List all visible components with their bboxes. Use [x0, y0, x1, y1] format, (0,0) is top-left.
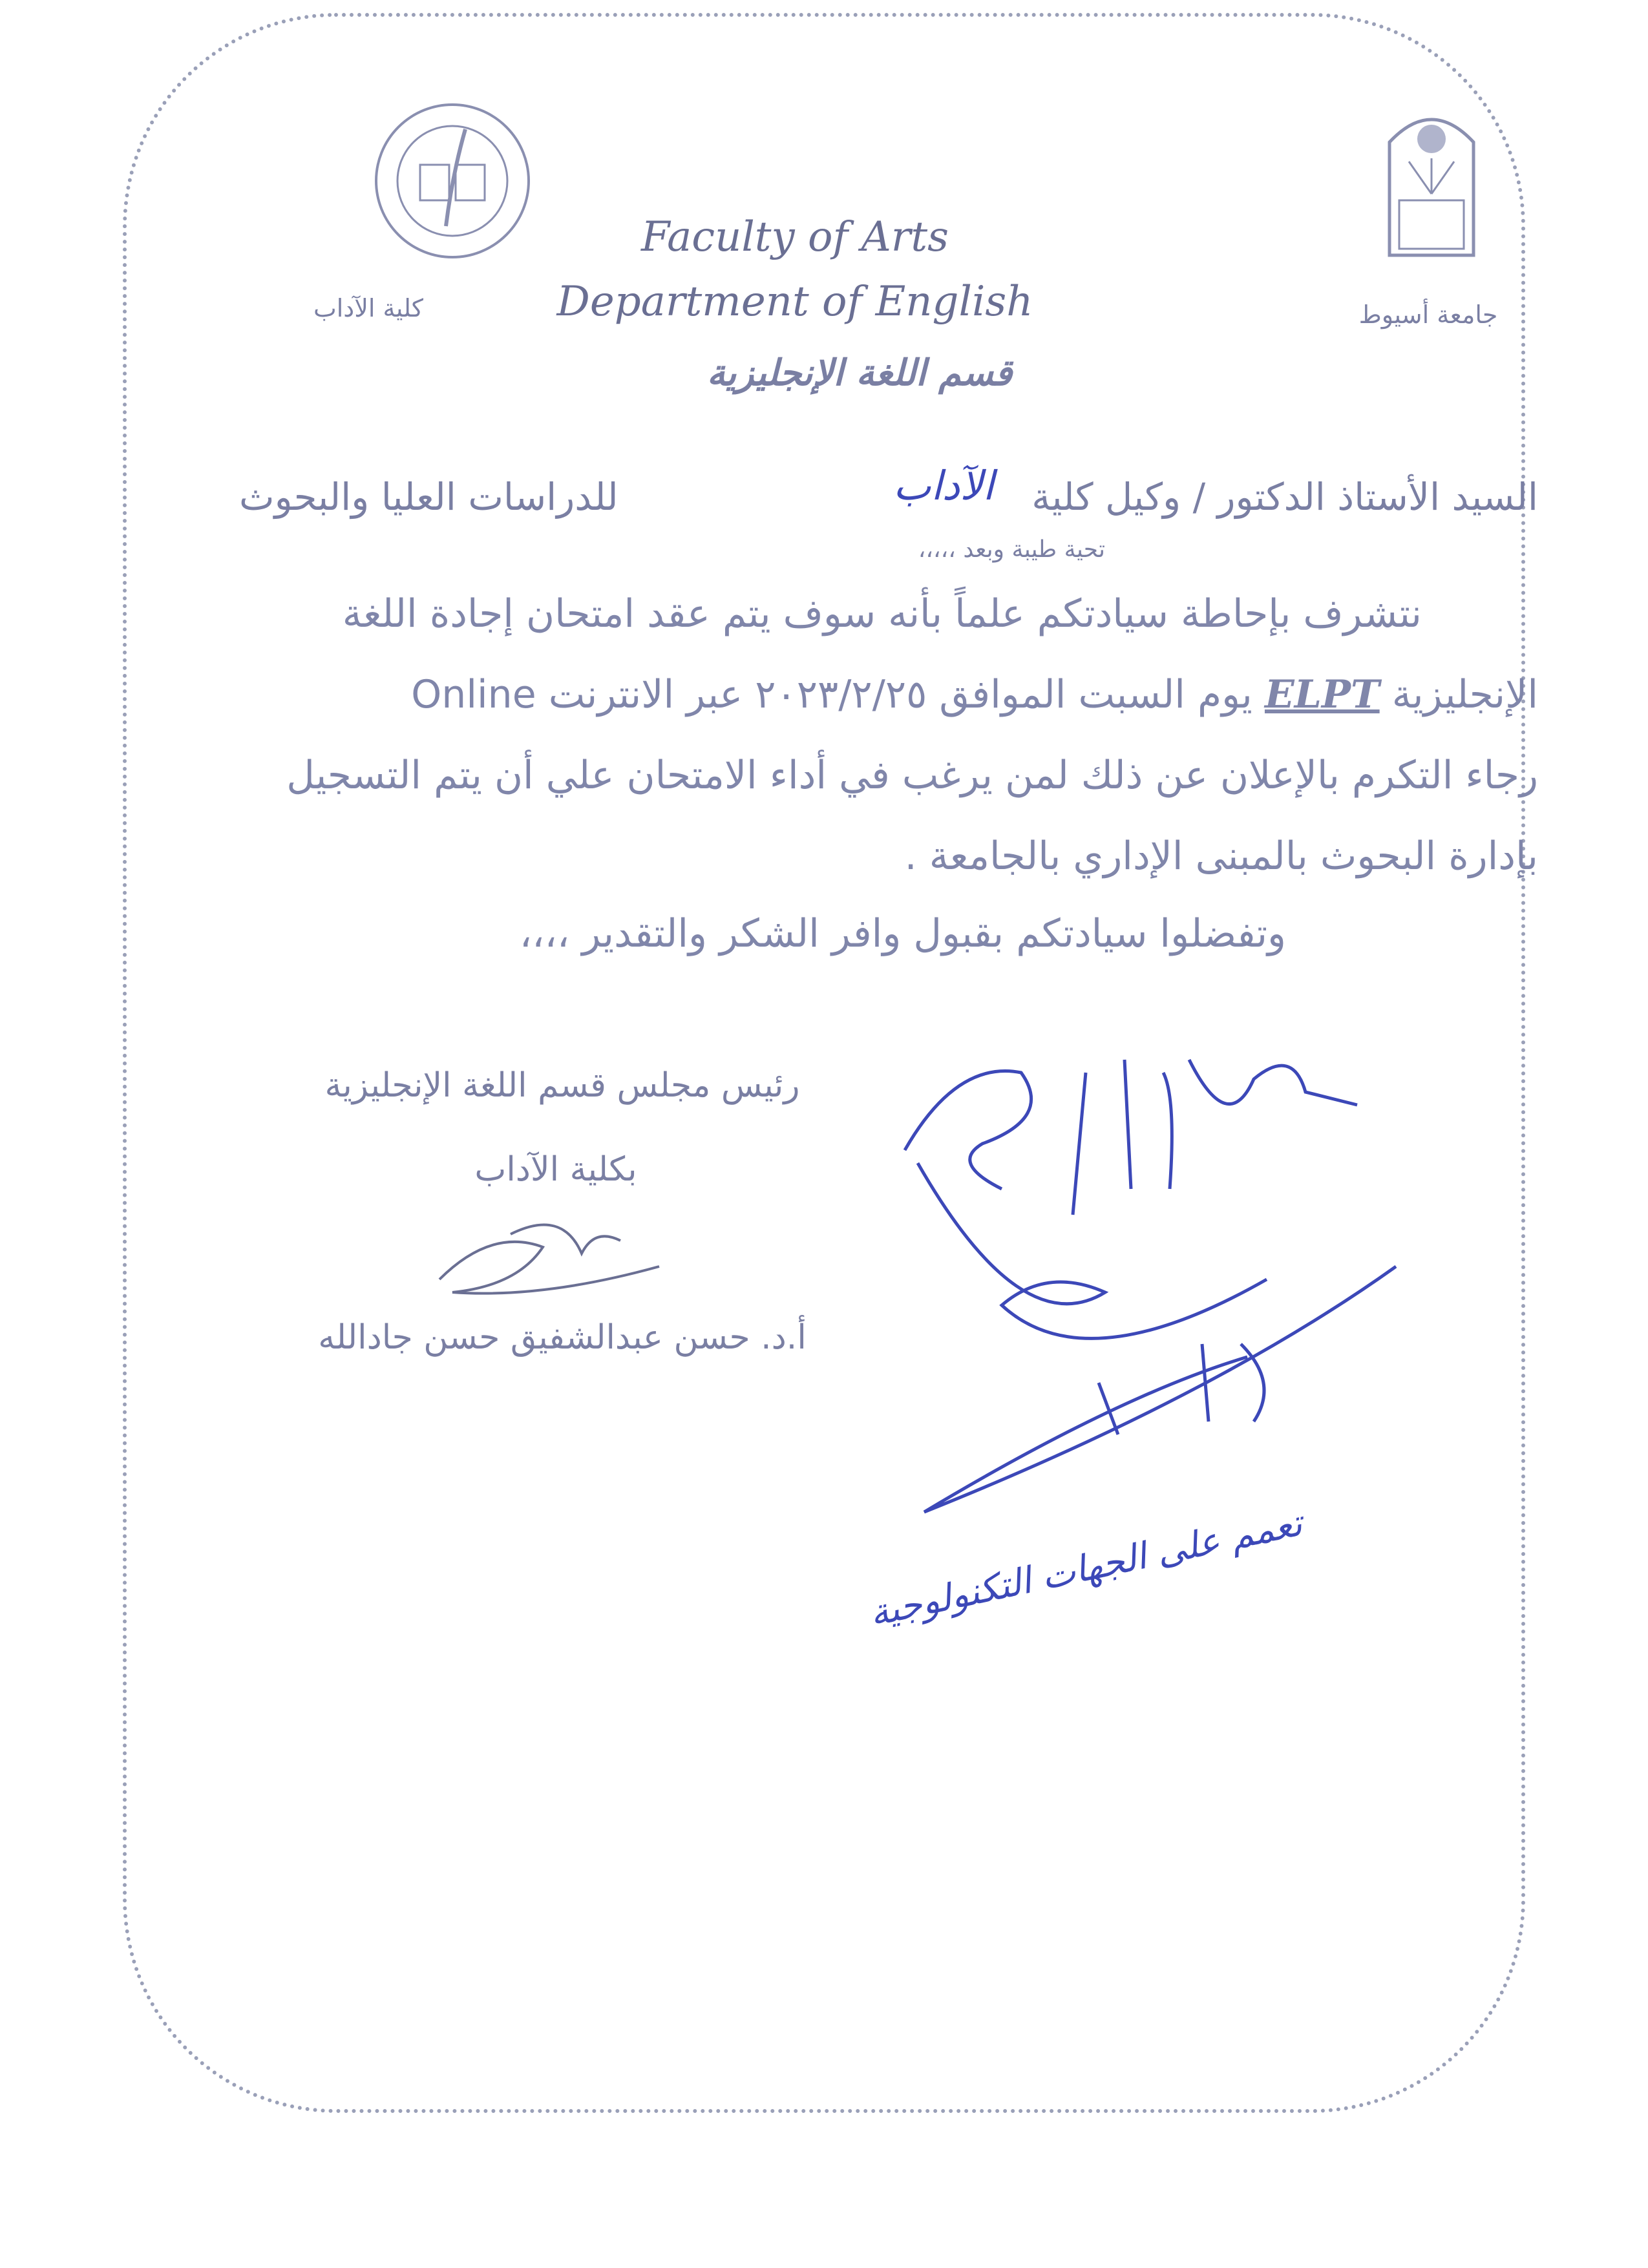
dean-signature — [414, 1202, 685, 1305]
faculty-heading: Faculty of Arts — [641, 213, 949, 261]
paragraph-line-4: بإدارة البحوث بالمبنى الإداري بالجامعة . — [904, 834, 1538, 879]
signatory-title: رئيس مجلس قسم اللغة الإنجليزية — [324, 1066, 800, 1105]
addressee-handwritten: الآداب — [893, 462, 994, 509]
university-seal-logo — [1383, 97, 1480, 258]
signatory-name: أ.د. حسن عبدالشفيق حسن جادالله — [318, 1318, 807, 1357]
addressee-line-end: للدراسات العليا والبحوث — [239, 475, 618, 519]
addressee-line-start: السيد الأستاذ الدكتور / وكيل كلية — [1031, 475, 1538, 519]
handwritten-approval-scribble — [892, 1021, 1474, 1538]
college-label: كلية الآداب — [313, 294, 424, 322]
paragraph-line-2-end: يوم السبت الموافق ٢٠٢٣/٢/٢٥ عبر الانترنت Online — [411, 672, 1252, 717]
arabic-department-heading: قسم اللغة الإنجليزية — [706, 352, 1013, 394]
closing-line: وتفضلوا سيادتكم بقبول وافر الشكر والتقدير ،،،، — [519, 911, 1286, 956]
signatory-college: بكلية الآداب — [474, 1150, 637, 1189]
university-label: جامعة أسيوط — [1358, 300, 1498, 329]
paragraph-line-2-start: الإنجليزية — [1391, 672, 1538, 717]
greeting: تحية طيبة وبعد ،،،،، — [918, 536, 1105, 563]
handwritten-note: تعمم على الجهات التكنولوجية — [865, 1502, 1306, 1635]
paragraph-line-1: نتشرف بإحاطة سيادتكم علماً بأنه سوف يتم عقد امتحان إجادة اللغة — [342, 591, 1422, 636]
paragraph-line-3: رجاء التكرم بالإعلان عن ذلك لمن يرغب في أداء الامتحان علي أن يتم التسجيل — [286, 753, 1538, 798]
elpt-abbreviation: ELPT — [1264, 672, 1380, 717]
paragraph-line-2 — [411, 672, 1538, 717]
department-heading: Department of English — [556, 278, 1033, 326]
